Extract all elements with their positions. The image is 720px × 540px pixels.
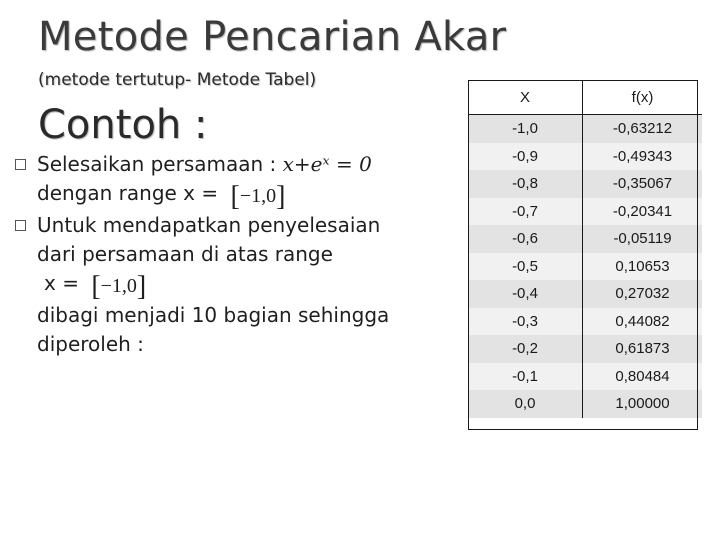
- cell-x: -1,0: [468, 115, 583, 143]
- range-expression: [−1,0]: [230, 181, 286, 212]
- range-value: −1,0: [239, 185, 277, 207]
- bullet2-line5: diperoleh :: [37, 332, 144, 356]
- table-row: [468, 253, 702, 281]
- cell-x: -0,9: [468, 143, 583, 171]
- cell-fx: 0,61873: [583, 335, 703, 363]
- cell-x: -0,6: [468, 225, 583, 253]
- bullet1-line2: [14, 179, 464, 211]
- cell-fx: -0,35067: [583, 170, 703, 198]
- range-expression-2: [−1,0]: [91, 271, 147, 302]
- bullet2-line3: [14, 269, 464, 301]
- slide-title: Metode Pencarian Akar: [38, 14, 507, 60]
- table-row: [468, 280, 702, 308]
- cell-x: -0,7: [468, 198, 583, 226]
- cell-fx: 0,80484: [583, 363, 703, 391]
- cell-x: -0,8: [468, 170, 583, 198]
- column-header-x: X: [468, 80, 583, 115]
- equation: x+eˣ = 0: [282, 152, 372, 176]
- range-label: dengan range x =: [37, 181, 219, 205]
- cell-fx: 0,10653: [583, 253, 703, 281]
- cell-fx: 1,00000: [583, 390, 703, 418]
- cell-fx: -0,05119: [583, 225, 703, 253]
- cell-x: -0,1: [468, 363, 583, 391]
- table-row: [468, 308, 702, 336]
- table-row: [468, 335, 702, 363]
- bullet2-line4: dibagi menjadi 10 bagian sehingga: [37, 303, 390, 327]
- cell-fx: 0,27032: [583, 280, 703, 308]
- cell-fx: 0,44082: [583, 308, 703, 336]
- range-value-2: −1,0: [100, 275, 137, 297]
- cell-x: -0,3: [468, 308, 583, 336]
- value-table: [468, 80, 702, 418]
- cell-x: -0,4: [468, 280, 583, 308]
- table-row: [468, 143, 702, 171]
- square-bullet-icon: [15, 159, 26, 170]
- cell-x: -0,2: [468, 335, 583, 363]
- cell-x: 0,0: [468, 390, 583, 418]
- table-row: [468, 390, 702, 418]
- cell-fx: -0,49343: [583, 143, 703, 171]
- cell-fx: -0,20341: [583, 198, 703, 226]
- cell-fx: -0,63212: [583, 115, 703, 143]
- table-row: [468, 363, 702, 391]
- cell-x: -0,5: [468, 253, 583, 281]
- table-row: [468, 198, 702, 226]
- bullet-item-2: [14, 211, 464, 240]
- column-header-fx: f(x): [583, 80, 703, 115]
- bullet2-line2: dari persamaan di atas range: [37, 242, 333, 266]
- slide-subtitle: (metode tertutup- Metode Tabel): [38, 70, 317, 90]
- example-heading: Contoh :: [38, 102, 208, 148]
- bullet-item-1: [14, 150, 464, 179]
- table-row: [468, 115, 702, 143]
- bullet-list: [14, 150, 464, 359]
- range-label-2: x =: [44, 271, 79, 295]
- bullet1-text: Selesaikan persamaan :: [37, 152, 277, 176]
- square-bullet-icon: [15, 220, 26, 231]
- table-row: [468, 170, 702, 198]
- bullet2-line1: Untuk mendapatkan penyelesaian: [37, 213, 381, 237]
- table-row: [468, 225, 702, 253]
